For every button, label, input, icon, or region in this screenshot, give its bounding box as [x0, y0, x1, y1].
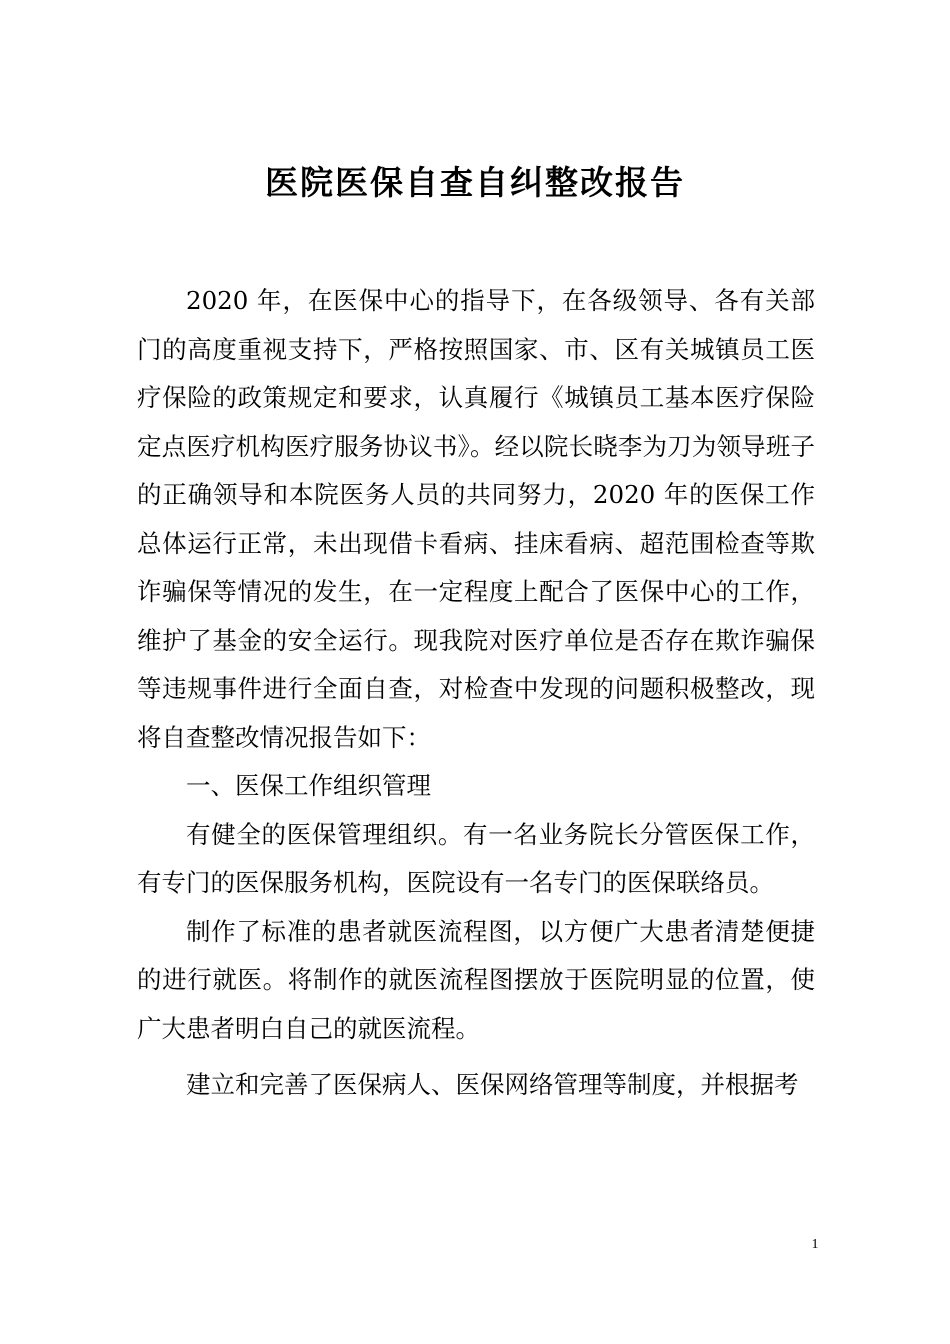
- document-title: 医院医保自查自纠整改报告: [265, 163, 685, 202]
- page-number: 1: [811, 1237, 819, 1252]
- paragraph-system: 建立和完善了医保病人、医保网络管理等制度，并根据考: [186, 1070, 799, 1099]
- paragraph-intro: 2020 年，在医保中心的指导下，在各级领导、各有关部门的高度重视支持下，严格按照国家、市、区有关城镇员工医疗保险的政策规定和要求，认真履行《城镇员工基本医疗保险定点医疗机构医疗服务协议书》。经以院长晓李为刀为领导班子的正确领导和本院医务人员的共同努力，2020 年的医保工作总体运行正常，未出现借卡看病、挂床看病、超范围检查等欺诈骗保等情况的发生，在一定程度上配合了医保中心的工作，维护了基金的安全运行。现我院对医疗单位是否存在欺诈骗保等违规事件进行全面自查，对检查中发现的问题积极整改，现将自查整改情况报告如下：: [137, 286, 815, 752]
- paragraph-organization: 有健全的医保管理组织。有一名业务院长分管医保工作，有专门的医保服务机构，医院设有一名专门的医保联络员。: [137, 819, 815, 897]
- section-heading-1: 一、医保工作组织管理: [186, 771, 431, 800]
- document-body: [137, 277, 815, 1110]
- paragraph-flowchart: 制作了标准的患者就医流程图，以方便广大患者清楚便捷的进行就医。将制作的就医流程图摆放于医院明显的位置，使广大患者明白自己的就医流程。: [137, 916, 815, 1043]
